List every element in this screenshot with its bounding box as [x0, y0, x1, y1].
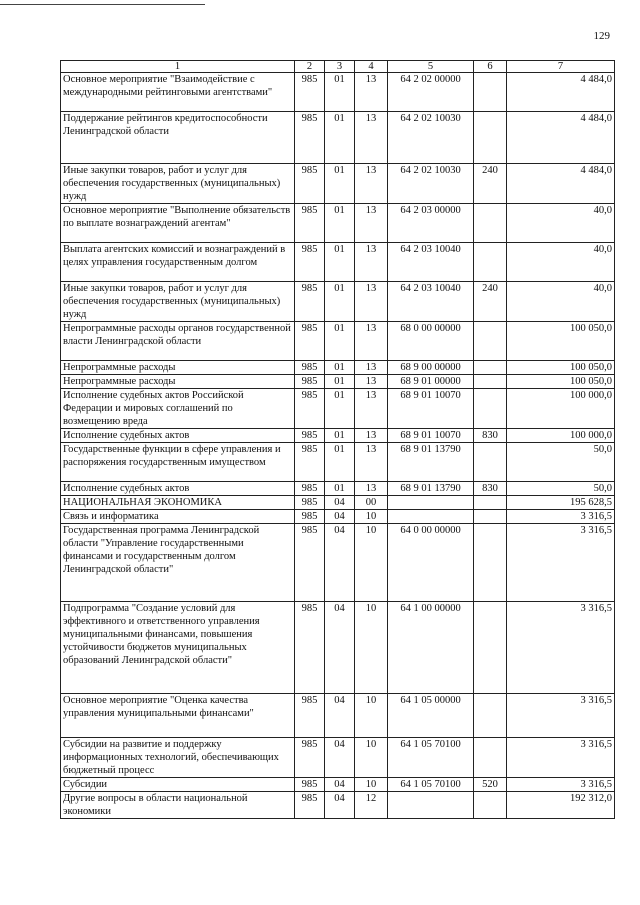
row-ministry: 985: [295, 322, 325, 361]
row-section: 04: [325, 778, 355, 792]
row-amount: 3 316,5: [507, 778, 615, 792]
row-expense-type: [474, 112, 507, 164]
row-subsection: 13: [355, 443, 388, 482]
row-target-code: [388, 510, 474, 524]
row-target-code: 64 1 00 00000: [388, 602, 474, 694]
row-ministry: 985: [295, 164, 325, 204]
row-expense-type: [474, 322, 507, 361]
row-section: 04: [325, 510, 355, 524]
row-target-code: 64 2 03 10040: [388, 243, 474, 282]
row-section: 01: [325, 112, 355, 164]
row-name: Непрограммные расходы: [61, 375, 295, 389]
row-name: НАЦИОНАЛЬНАЯ ЭКОНОМИКА: [61, 496, 295, 510]
row-ministry: 985: [295, 482, 325, 496]
row-amount: 100 000,0: [507, 429, 615, 443]
row-subsection: 13: [355, 112, 388, 164]
row-subsection: 13: [355, 204, 388, 243]
row-target-code: 64 1 05 70100: [388, 738, 474, 778]
row-expense-type: 830: [474, 482, 507, 496]
row-section: 01: [325, 282, 355, 322]
row-ministry: 985: [295, 204, 325, 243]
row-expense-type: [474, 361, 507, 375]
row-section: 01: [325, 204, 355, 243]
header-cell: 2: [295, 61, 325, 73]
row-target-code: 64 2 03 00000: [388, 204, 474, 243]
row-expense-type: 240: [474, 164, 507, 204]
row-amount: 192 312,0: [507, 792, 615, 819]
row-section: 01: [325, 429, 355, 443]
table-row: [61, 112, 615, 164]
row-target-code: 68 9 01 10070: [388, 389, 474, 429]
row-ministry: 985: [295, 738, 325, 778]
row-name: Субсидии на развитие и поддержку информационных технологий, обеспечивающих бюджетный процесс: [61, 738, 295, 778]
row-name: Основное мероприятие "Взаимодействие с международными рейтинговыми агентствами": [61, 73, 295, 112]
row-subsection: 10: [355, 602, 388, 694]
row-name: Другие вопросы в области национальной экономики: [61, 792, 295, 819]
row-section: 04: [325, 738, 355, 778]
row-expense-type: [474, 792, 507, 819]
table-row: [61, 164, 615, 204]
row-target-code: 68 9 00 00000: [388, 361, 474, 375]
row-target-code: 64 2 02 10030: [388, 164, 474, 204]
row-target-code: [388, 496, 474, 510]
row-ministry: 985: [295, 282, 325, 322]
row-subsection: 00: [355, 496, 388, 510]
row-name: Подпрограмма "Создание условий для эффективного и ответственного управления муниципальными финансами, повышения устойчивости бюджетов муниципальных образований Ленинградской области": [61, 602, 295, 694]
row-subsection: 10: [355, 510, 388, 524]
row-target-code: 64 1 05 00000: [388, 694, 474, 738]
row-name: Государственные функции в сфере управления и распоряжения государственным имуществом: [61, 443, 295, 482]
row-ministry: 985: [295, 778, 325, 792]
row-name: Субсидии: [61, 778, 295, 792]
row-amount: 40,0: [507, 282, 615, 322]
row-section: 01: [325, 73, 355, 112]
table-row: [61, 73, 615, 112]
row-expense-type: [474, 694, 507, 738]
row-section: 01: [325, 361, 355, 375]
row-section: 01: [325, 375, 355, 389]
row-section: 04: [325, 524, 355, 602]
row-name: Исполнение судебных актов: [61, 482, 295, 496]
row-amount: 100 050,0: [507, 322, 615, 361]
header-cell: 3: [325, 61, 355, 73]
row-section: 01: [325, 164, 355, 204]
row-section: 04: [325, 694, 355, 738]
table-row: [61, 389, 615, 429]
row-expense-type: [474, 602, 507, 694]
row-expense-type: 830: [474, 429, 507, 443]
row-target-code: 64 1 05 70100: [388, 778, 474, 792]
row-ministry: 985: [295, 375, 325, 389]
row-amount: 4 484,0: [507, 112, 615, 164]
row-amount: 40,0: [507, 243, 615, 282]
row-name: Государственная программа Ленинградской области "Управление государственными финансами и государственным долгом Ленинградской области": [61, 524, 295, 602]
row-target-code: 64 2 02 10030: [388, 112, 474, 164]
row-name: Иные закупки товаров, работ и услуг для обеспечения государственных (муниципальных) нужд: [61, 164, 295, 204]
row-ministry: 985: [295, 694, 325, 738]
row-ministry: 985: [295, 443, 325, 482]
row-ministry: 985: [295, 389, 325, 429]
row-subsection: 13: [355, 375, 388, 389]
row-ministry: 985: [295, 361, 325, 375]
row-expense-type: 240: [474, 282, 507, 322]
row-amount: 3 316,5: [507, 738, 615, 778]
budget-table: [60, 60, 615, 819]
table-row: [61, 694, 615, 738]
table-row: [61, 524, 615, 602]
header-cell: 4: [355, 61, 388, 73]
table-row: [61, 361, 615, 375]
row-amount: 100 000,0: [507, 389, 615, 429]
row-amount: 3 316,5: [507, 602, 615, 694]
row-name: Основное мероприятие "Оценка качества управления муниципальными финансами": [61, 694, 295, 738]
row-amount: 50,0: [507, 482, 615, 496]
top-rule: [0, 4, 205, 5]
row-ministry: 985: [295, 112, 325, 164]
row-name: Связь и информатика: [61, 510, 295, 524]
table-row: [61, 792, 615, 819]
table-row: [61, 482, 615, 496]
row-ministry: 985: [295, 73, 325, 112]
row-expense-type: [474, 443, 507, 482]
row-name: Основное мероприятие "Выполнение обязательств по выплате вознаграждений агентам": [61, 204, 295, 243]
row-section: 04: [325, 496, 355, 510]
row-name: Иные закупки товаров, работ и услуг для обеспечения государственных (муниципальных) нужд: [61, 282, 295, 322]
table-row: [61, 243, 615, 282]
table-row: [61, 322, 615, 361]
row-section: 01: [325, 443, 355, 482]
row-amount: 40,0: [507, 204, 615, 243]
row-amount: 50,0: [507, 443, 615, 482]
row-name: Выплата агентских комиссий и вознаграждений в целях управления государственным долгом: [61, 243, 295, 282]
row-section: 01: [325, 389, 355, 429]
row-target-code: 68 0 00 00000: [388, 322, 474, 361]
row-target-code: 68 9 01 13790: [388, 443, 474, 482]
row-subsection: 10: [355, 524, 388, 602]
row-target-code: 68 9 01 10070: [388, 429, 474, 443]
table-row: [61, 602, 615, 694]
row-name: Исполнение судебных актов Российской Федерации и мировых соглашений по возмещению вреда: [61, 389, 295, 429]
page-number: 129: [593, 30, 610, 42]
header-cell: 1: [61, 61, 295, 73]
row-amount: 195 628,5: [507, 496, 615, 510]
row-expense-type: 520: [474, 778, 507, 792]
table-row: [61, 738, 615, 778]
table-row: [61, 429, 615, 443]
row-section: 01: [325, 243, 355, 282]
row-amount: 100 050,0: [507, 361, 615, 375]
row-amount: 3 316,5: [507, 694, 615, 738]
header-cell: 5: [388, 61, 474, 73]
row-target-code: [388, 792, 474, 819]
row-subsection: 10: [355, 738, 388, 778]
row-target-code: 64 2 03 10040: [388, 282, 474, 322]
header-cell: 7: [507, 61, 615, 73]
row-target-code: 68 9 01 13790: [388, 482, 474, 496]
row-ministry: 985: [295, 429, 325, 443]
table-row: [61, 510, 615, 524]
row-name: Исполнение судебных актов: [61, 429, 295, 443]
row-name: Непрограммные расходы: [61, 361, 295, 375]
row-subsection: 13: [355, 243, 388, 282]
row-subsection: 13: [355, 389, 388, 429]
row-expense-type: [474, 524, 507, 602]
row-expense-type: [474, 738, 507, 778]
row-ministry: 985: [295, 602, 325, 694]
header-cell: 6: [474, 61, 507, 73]
row-subsection: 12: [355, 792, 388, 819]
header-row: [61, 61, 615, 73]
table-row: [61, 282, 615, 322]
table-row: [61, 204, 615, 243]
row-amount: 4 484,0: [507, 73, 615, 112]
row-subsection: 13: [355, 429, 388, 443]
row-section: 04: [325, 602, 355, 694]
row-subsection: 13: [355, 482, 388, 496]
row-target-code: 64 0 00 00000: [388, 524, 474, 602]
row-target-code: 64 2 02 00000: [388, 73, 474, 112]
row-subsection: 13: [355, 164, 388, 204]
row-expense-type: [474, 389, 507, 429]
table-row: [61, 778, 615, 792]
row-subsection: 13: [355, 361, 388, 375]
row-ministry: 985: [295, 243, 325, 282]
row-section: 01: [325, 322, 355, 361]
row-ministry: 985: [295, 510, 325, 524]
row-subsection: 13: [355, 73, 388, 112]
row-expense-type: [474, 496, 507, 510]
row-section: 01: [325, 482, 355, 496]
row-subsection: 13: [355, 322, 388, 361]
row-subsection: 13: [355, 282, 388, 322]
table-row: [61, 375, 615, 389]
row-expense-type: [474, 375, 507, 389]
row-ministry: 985: [295, 792, 325, 819]
row-amount: 100 050,0: [507, 375, 615, 389]
table-row: [61, 496, 615, 510]
row-expense-type: [474, 243, 507, 282]
row-name: Поддержание рейтингов кредитоспособности Ленинградской области: [61, 112, 295, 164]
row-name: Непрограммные расходы органов государственной власти Ленинградской области: [61, 322, 295, 361]
row-subsection: 10: [355, 694, 388, 738]
row-subsection: 10: [355, 778, 388, 792]
row-expense-type: [474, 510, 507, 524]
row-target-code: 68 9 01 00000: [388, 375, 474, 389]
row-amount: 3 316,5: [507, 510, 615, 524]
table-row: [61, 443, 615, 482]
row-expense-type: [474, 73, 507, 112]
row-ministry: 985: [295, 496, 325, 510]
row-amount: 3 316,5: [507, 524, 615, 602]
row-expense-type: [474, 204, 507, 243]
row-amount: 4 484,0: [507, 164, 615, 204]
row-section: 04: [325, 792, 355, 819]
row-ministry: 985: [295, 524, 325, 602]
